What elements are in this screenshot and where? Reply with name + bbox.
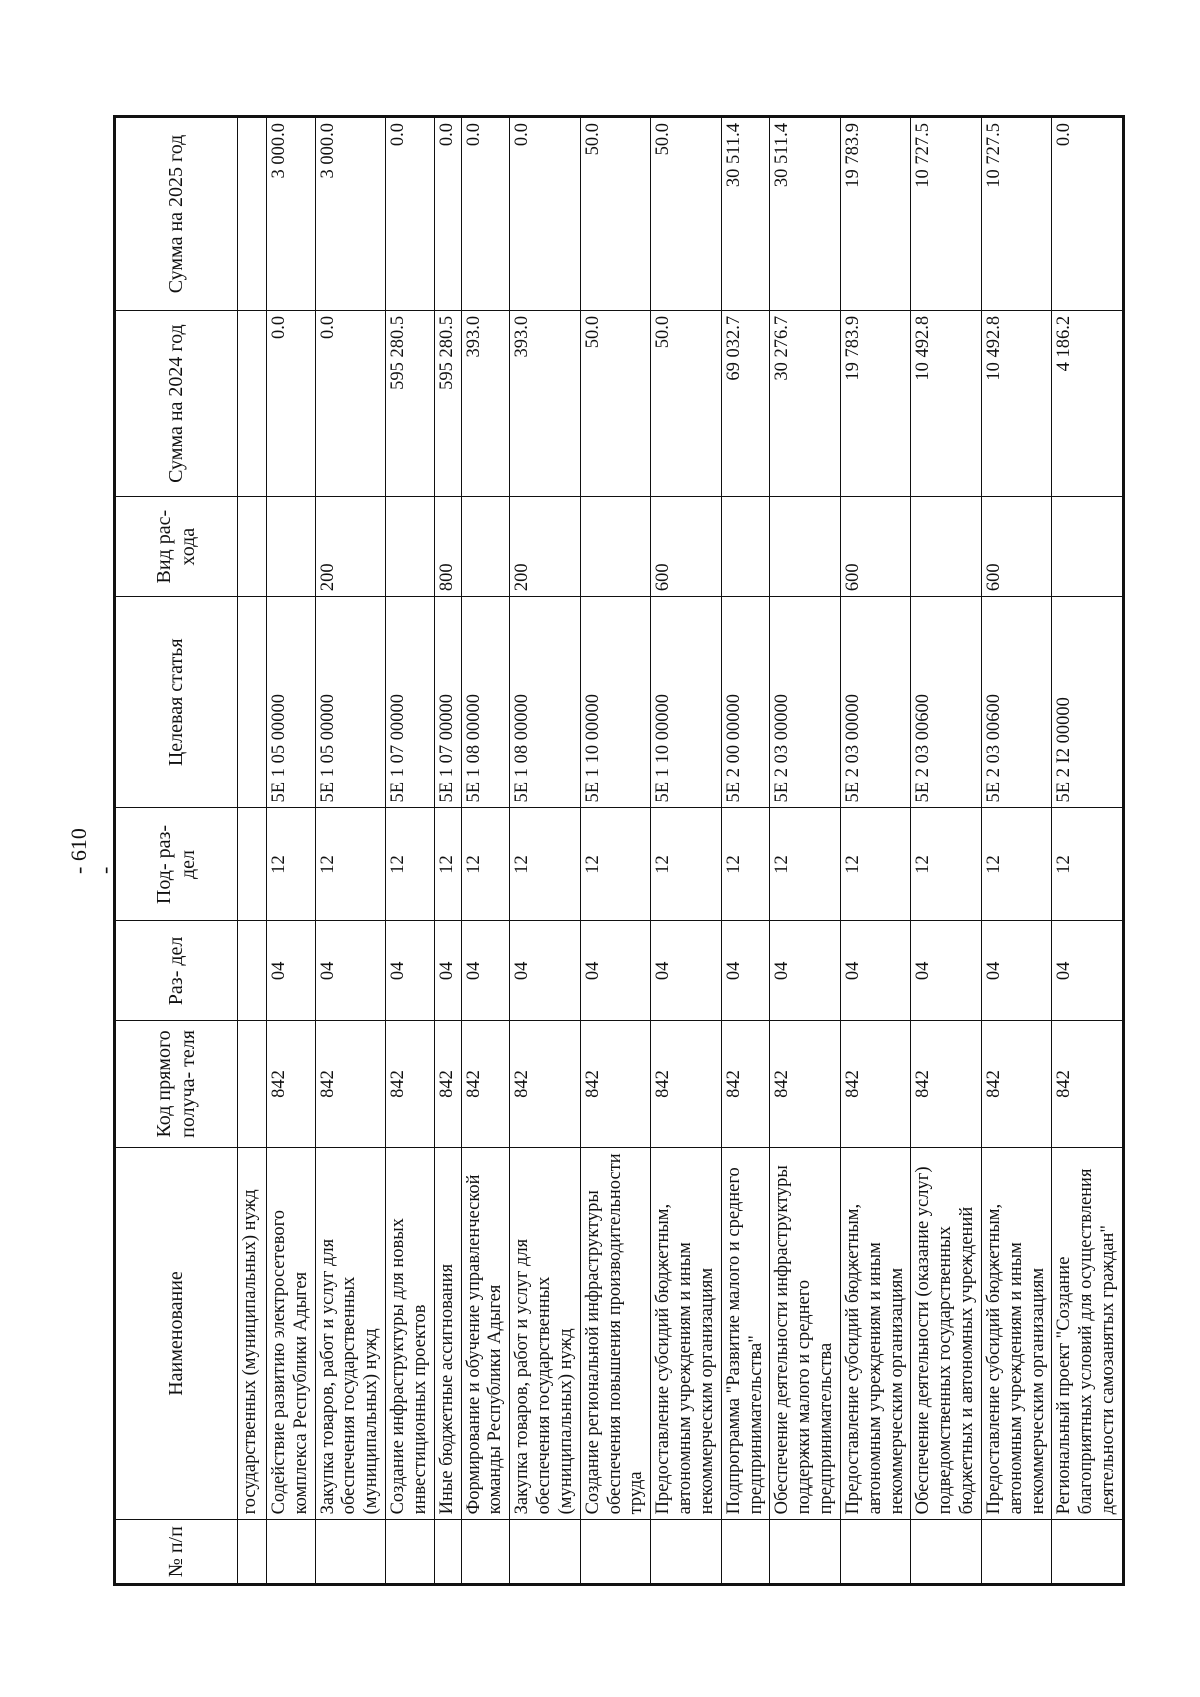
cell-sum2025: 10 727.5 [981, 117, 1051, 311]
cell-podrazdel: 12 [267, 808, 316, 921]
cell-sum2024: 10 492.8 [911, 310, 981, 496]
cell-name: Содействие развитию электросетевого комплекса Республики Адыгея [267, 1147, 316, 1520]
header-num: № п/п [115, 1520, 238, 1585]
cell-razdel: 04 [981, 921, 1051, 1021]
cell-sum2025: 0.0 [434, 117, 461, 311]
table-row [770, 117, 840, 1585]
cell-vid [911, 497, 981, 597]
cell-celevaya: 5Е 1 07 00000 [386, 597, 435, 808]
cell-num [840, 1520, 910, 1585]
cell-name: Обеспечение деятельности (оказание услуг) подведомственных государственных бюджетных и автономных учреждений [911, 1147, 981, 1520]
cell-celevaya: 5Е 1 05 00000 [315, 597, 385, 808]
cell-kod: 842 [1052, 1021, 1123, 1147]
cell-razdel: 04 [721, 921, 770, 1021]
cell-podrazdel: 12 [315, 808, 385, 921]
cell-vid: 600 [651, 497, 721, 597]
table-row [911, 117, 981, 1585]
cell-sum2025: 3 000.0 [315, 117, 385, 311]
cell-kod: 842 [434, 1021, 461, 1147]
header-sum2025: Сумма на 2025 год [115, 117, 238, 311]
page-number: - 610 - [66, 828, 117, 874]
cell-sum2025: 0.0 [461, 117, 510, 311]
cell-kod: 842 [981, 1021, 1051, 1147]
cell-celevaya: 5Е 2 I2 00000 [1052, 597, 1123, 808]
cell-num [267, 1520, 316, 1585]
cell-sum2024: 50.0 [651, 310, 721, 496]
cell-celevaya: 5Е 1 08 00000 [510, 597, 580, 808]
cell-razdel: 04 [911, 921, 981, 1021]
cell-name: Формирование и обучение управленческой команды Республики Адыгея [461, 1147, 510, 1520]
cell-sum2024 [238, 310, 267, 496]
table-row [461, 117, 510, 1585]
table-row [315, 117, 385, 1585]
cell-num [434, 1520, 461, 1585]
table-row [510, 117, 580, 1585]
cell-razdel: 04 [461, 921, 510, 1021]
cell-sum2024: 19 783.9 [840, 310, 910, 496]
cell-razdel: 04 [840, 921, 910, 1021]
cell-kod: 842 [770, 1021, 840, 1147]
cell-podrazdel: 12 [580, 808, 650, 921]
cell-kod: 842 [580, 1021, 650, 1147]
table-body [238, 117, 1124, 1585]
cell-podrazdel [238, 808, 267, 921]
cell-podrazdel: 12 [434, 808, 461, 921]
cell-razdel: 04 [580, 921, 650, 1021]
cell-vid: 200 [315, 497, 385, 597]
table-row [386, 117, 435, 1585]
cell-podrazdel: 12 [461, 808, 510, 921]
cell-num [1052, 1520, 1123, 1585]
cell-celevaya: 5Е 1 07 00000 [434, 597, 461, 808]
cell-kod: 842 [721, 1021, 770, 1147]
cell-kod [238, 1021, 267, 1147]
cell-celevaya: 5Е 2 00 00000 [721, 597, 770, 808]
table-row [651, 117, 721, 1585]
cell-name: Закупка товаров, работ и услуг для обеспечения государственных (муниципальных) нужд [315, 1147, 385, 1520]
table-row [721, 117, 770, 1585]
cell-sum2024: 595 280.5 [434, 310, 461, 496]
table-row [580, 117, 650, 1585]
cell-sum2025: 0.0 [510, 117, 580, 311]
cell-num [721, 1520, 770, 1585]
cell-vid [267, 497, 316, 597]
cell-podrazdel: 12 [386, 808, 435, 921]
cell-podrazdel: 12 [651, 808, 721, 921]
cell-sum2024: 69 032.7 [721, 310, 770, 496]
cell-num [981, 1520, 1051, 1585]
cell-razdel [238, 921, 267, 1021]
cell-name: Обеспечение деятельности инфраструктуры поддержки малого и среднего предпринимательства [770, 1147, 840, 1520]
cell-name: Подпрограмма "Развитие малого и среднего предпринимательства" [721, 1147, 770, 1520]
cell-sum2024: 30 276.7 [770, 310, 840, 496]
rotated-table-wrapper [113, 115, 1118, 1586]
cell-name: Предоставление субсидий бюджетным, автономным учреждениям и иным некоммерческим организациям [981, 1147, 1051, 1520]
header-razdel: Раз- дел [115, 921, 238, 1021]
header-sum2024: Сумма на 2024 год [115, 310, 238, 496]
cell-podrazdel: 12 [510, 808, 580, 921]
table-row [1052, 117, 1123, 1585]
cell-num [580, 1520, 650, 1585]
table-row [238, 117, 267, 1585]
cell-vid [1052, 497, 1123, 597]
cell-sum2025: 30 511.4 [721, 117, 770, 311]
cell-sum2024: 393.0 [461, 310, 510, 496]
cell-celevaya: 5Е 2 03 00600 [981, 597, 1051, 808]
cell-celevaya: 5Е 1 05 00000 [267, 597, 316, 808]
cell-num [238, 1520, 267, 1585]
header-kod: Код прямого получа- теля [115, 1021, 238, 1147]
cell-kod: 842 [840, 1021, 910, 1147]
cell-sum2024: 10 492.8 [981, 310, 1051, 496]
cell-name: Иные бюджетные ассигнования [434, 1147, 461, 1520]
cell-sum2024: 50.0 [580, 310, 650, 496]
cell-vid [580, 497, 650, 597]
cell-vid [721, 497, 770, 597]
cell-kod: 842 [510, 1021, 580, 1147]
cell-num [386, 1520, 435, 1585]
cell-name: Региональный проект "Создание благоприятных условий для осуществления деятельности самозанятых граждан" [1052, 1147, 1123, 1520]
cell-kod: 842 [267, 1021, 316, 1147]
cell-name: Закупка товаров, работ и услуг для обеспечения государственных (муниципальных) нужд [510, 1147, 580, 1520]
cell-sum2024: 595 280.5 [386, 310, 435, 496]
cell-num [510, 1520, 580, 1585]
cell-celevaya: 5Е 1 10 00000 [580, 597, 650, 808]
cell-kod: 842 [315, 1021, 385, 1147]
budget-table-frame [113, 115, 1118, 1586]
cell-razdel: 04 [267, 921, 316, 1021]
header-vid: Вид рас- хода [115, 497, 238, 597]
cell-sum2024: 0.0 [267, 310, 316, 496]
cell-vid: 600 [840, 497, 910, 597]
table-row [434, 117, 461, 1585]
cell-podrazdel: 12 [981, 808, 1051, 921]
table-header-row [115, 117, 238, 1585]
cell-razdel: 04 [770, 921, 840, 1021]
cell-celevaya: 5Е 2 03 00000 [840, 597, 910, 808]
cell-name: Создание региональной инфраструктуры обеспечения повышения производительности труда [580, 1147, 650, 1520]
cell-sum2024: 0.0 [315, 310, 385, 496]
header-celevaya: Целевая статья [115, 597, 238, 808]
header-name: Наименование [115, 1147, 238, 1520]
cell-kod: 842 [461, 1021, 510, 1147]
cell-name: Предоставление субсидий бюджетным, автономным учреждениям и иным некоммерческим организациям [840, 1147, 910, 1520]
cell-razdel: 04 [510, 921, 580, 1021]
cell-num [315, 1520, 385, 1585]
cell-sum2024: 393.0 [510, 310, 580, 496]
cell-razdel: 04 [1052, 921, 1123, 1021]
cell-kod: 842 [651, 1021, 721, 1147]
cell-num [911, 1520, 981, 1585]
cell-name: Создание инфраструктуры для новых инвестиционных проектов [386, 1147, 435, 1520]
cell-podrazdel: 12 [840, 808, 910, 921]
cell-podrazdel: 12 [911, 808, 981, 921]
cell-name: Предоставление субсидий бюджетным, автономным учреждениям и иным некоммерческим организациям [651, 1147, 721, 1520]
cell-podrazdel: 12 [770, 808, 840, 921]
cell-sum2025: 19 783.9 [840, 117, 910, 311]
cell-podrazdel: 12 [721, 808, 770, 921]
cell-podrazdel: 12 [1052, 808, 1123, 921]
cell-celevaya: 5Е 1 10 00000 [651, 597, 721, 808]
cell-sum2024: 4 186.2 [1052, 310, 1123, 496]
cell-razdel: 04 [315, 921, 385, 1021]
cell-kod: 842 [386, 1021, 435, 1147]
cell-celevaya: 5Е 2 03 00000 [770, 597, 840, 808]
cell-vid: 600 [981, 497, 1051, 597]
cell-sum2025: 0.0 [1052, 117, 1123, 311]
cell-num [770, 1520, 840, 1585]
cell-sum2025: 0.0 [386, 117, 435, 311]
cell-num [651, 1520, 721, 1585]
cell-sum2025: 50.0 [651, 117, 721, 311]
cell-vid [770, 497, 840, 597]
cell-sum2025: 3 000.0 [267, 117, 316, 311]
cell-kod: 842 [911, 1021, 981, 1147]
cell-num [461, 1520, 510, 1585]
cell-vid [238, 497, 267, 597]
table-row [840, 117, 910, 1585]
cell-vid: 200 [510, 497, 580, 597]
cell-razdel: 04 [386, 921, 435, 1021]
table-row [981, 117, 1051, 1585]
cell-celevaya [238, 597, 267, 808]
budget-table [113, 115, 1125, 1586]
cell-vid [461, 497, 510, 597]
cell-name: государственных (муниципальных) нужд [238, 1147, 267, 1520]
cell-sum2025: 50.0 [580, 117, 650, 311]
cell-sum2025: 10 727.5 [911, 117, 981, 311]
cell-vid [386, 497, 435, 597]
cell-razdel: 04 [651, 921, 721, 1021]
cell-celevaya: 5Е 2 03 00600 [911, 597, 981, 808]
cell-celevaya: 5Е 1 08 00000 [461, 597, 510, 808]
cell-vid: 800 [434, 497, 461, 597]
cell-razdel: 04 [434, 921, 461, 1021]
cell-sum2025: 30 511.4 [770, 117, 840, 311]
table-row [267, 117, 316, 1585]
header-podrazdel: Под- раз- дел [115, 808, 238, 921]
cell-sum2025 [238, 117, 267, 311]
